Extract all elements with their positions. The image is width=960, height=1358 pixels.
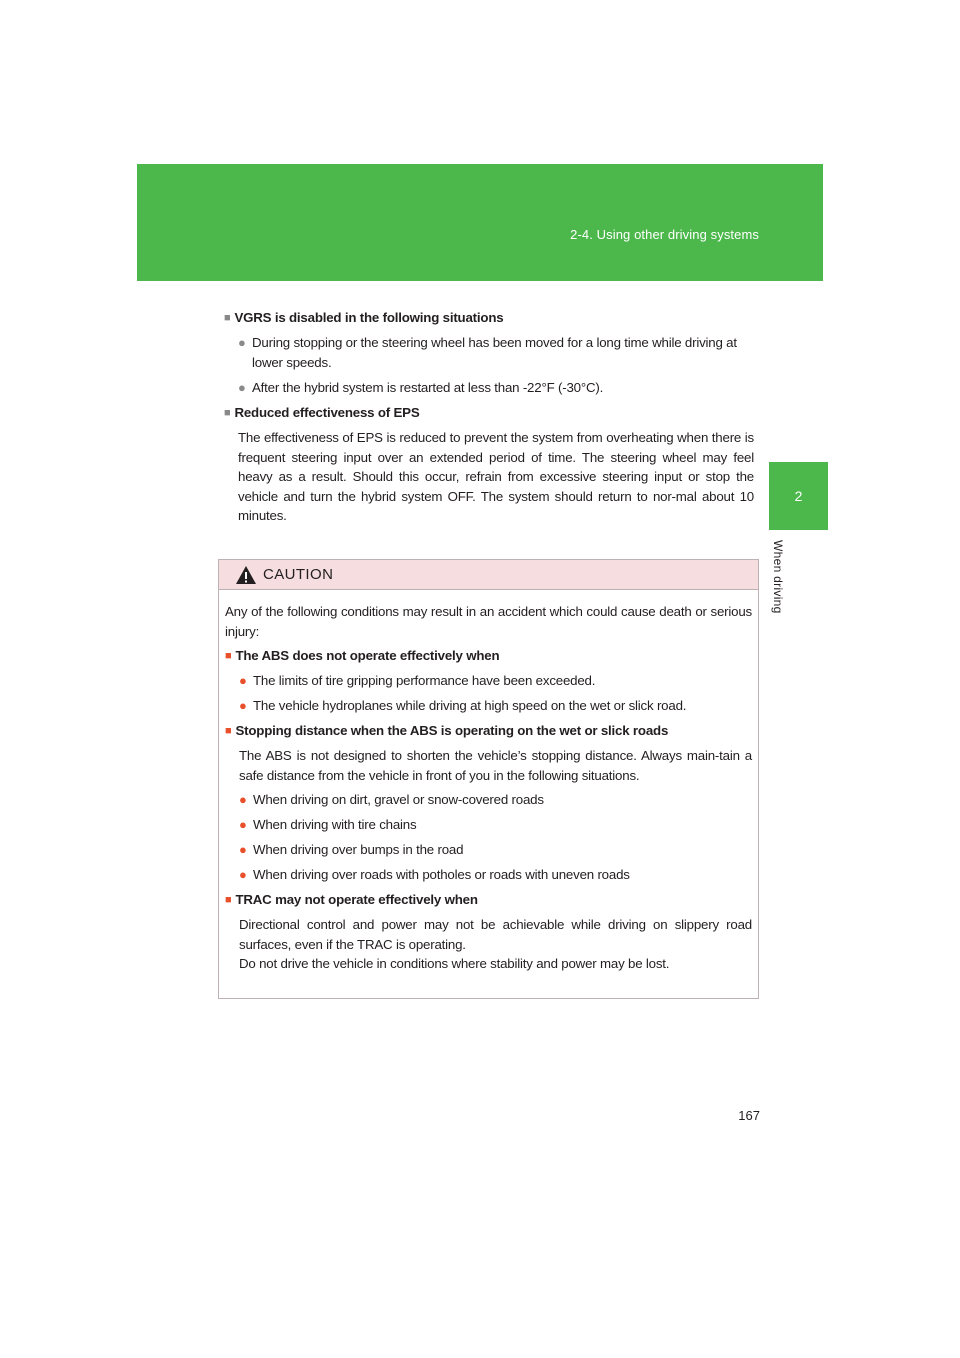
chapter-tab [769,462,828,530]
square-marker-icon: ■ [225,650,232,662]
bullet-icon: ● [238,335,246,350]
caution-heading: ■ The ABS does not operate effectively when [225,648,500,663]
bullet-icon: ● [239,817,247,832]
caution-header [219,560,758,590]
page-number: 167 [738,1108,760,1123]
header-band [137,164,823,281]
caution-heading: ■ Stopping distance when the ABS is operating on the wet or slick roads [225,723,669,738]
list-item: ● During stopping or the steering wheel has been moved for a long time while driving at lower speeds. [238,335,737,370]
list-item: ● When driving on dirt, gravel or snow-covered roads [225,790,752,810]
bullet-icon: ● [239,842,247,857]
list-item: ● After the hybrid system is restarted at less than -22°F (-30°C). [224,378,754,398]
warning-icon [235,565,257,585]
list-item: ● The vehicle hydroplanes while driving at high speed on the wet or slick road. [225,696,752,716]
caution-intro: Any of the following conditions may result in an accident which could cause death or serious injury: [225,604,752,639]
caution-heading: ■ TRAC may not operate effectively when [225,892,478,907]
list-item: ● When driving with tire chains [225,815,752,835]
list-item: ● The limits of tire gripping performance have been exceeded. [225,671,752,691]
section-heading: ■ Reduced effectiveness of EPS [224,405,420,420]
bullet-icon: ● [238,380,246,395]
list-item: ● When driving over roads with potholes or roads with uneven roads [225,865,752,885]
bullet-icon: ● [239,673,247,688]
caution-paragraph: The ABS is not designed to shorten the vehicle’s stopping distance. Always main-tain a safe distance from the vehicle in front of you in the following situations. [239,748,752,783]
section-heading: ■ VGRS is disabled in the following situations [224,310,504,325]
square-marker-icon: ■ [224,407,231,419]
caution-body [219,590,758,974]
caution-paragraph: Do not drive the vehicle in conditions where stability and power may be lost. [239,956,670,971]
chapter-number: 2 [794,488,803,504]
section-paragraph: The effectiveness of EPS is reduced to prevent the system from overheating when there is frequent steering input over an extended period of time. The steering wheel may feel heavy as a result. Should this occur, refrain from excessive steering input or stop the vehicle and turn the hybrid system OFF. The system should return to nor-mal about 10 minutes. [238,430,754,523]
square-marker-icon: ■ [225,894,232,906]
caution-paragraph: Directional control and power may not be achievable while driving on slippery road surfaces, even if the TRAC is operating. [239,917,752,952]
list-item: ● When driving over bumps in the road [225,840,752,860]
section-title: 2-4. Using other driving systems [570,227,759,242]
bullet-icon: ● [239,698,247,713]
main-content [224,308,754,531]
square-marker-icon: ■ [225,725,232,737]
caution-title: CAUTION [263,566,334,583]
caution-box [218,559,759,999]
bullet-icon: ● [239,792,247,807]
bullet-icon: ● [239,867,247,882]
square-marker-icon: ■ [224,312,231,324]
chapter-label: When driving [771,540,785,614]
